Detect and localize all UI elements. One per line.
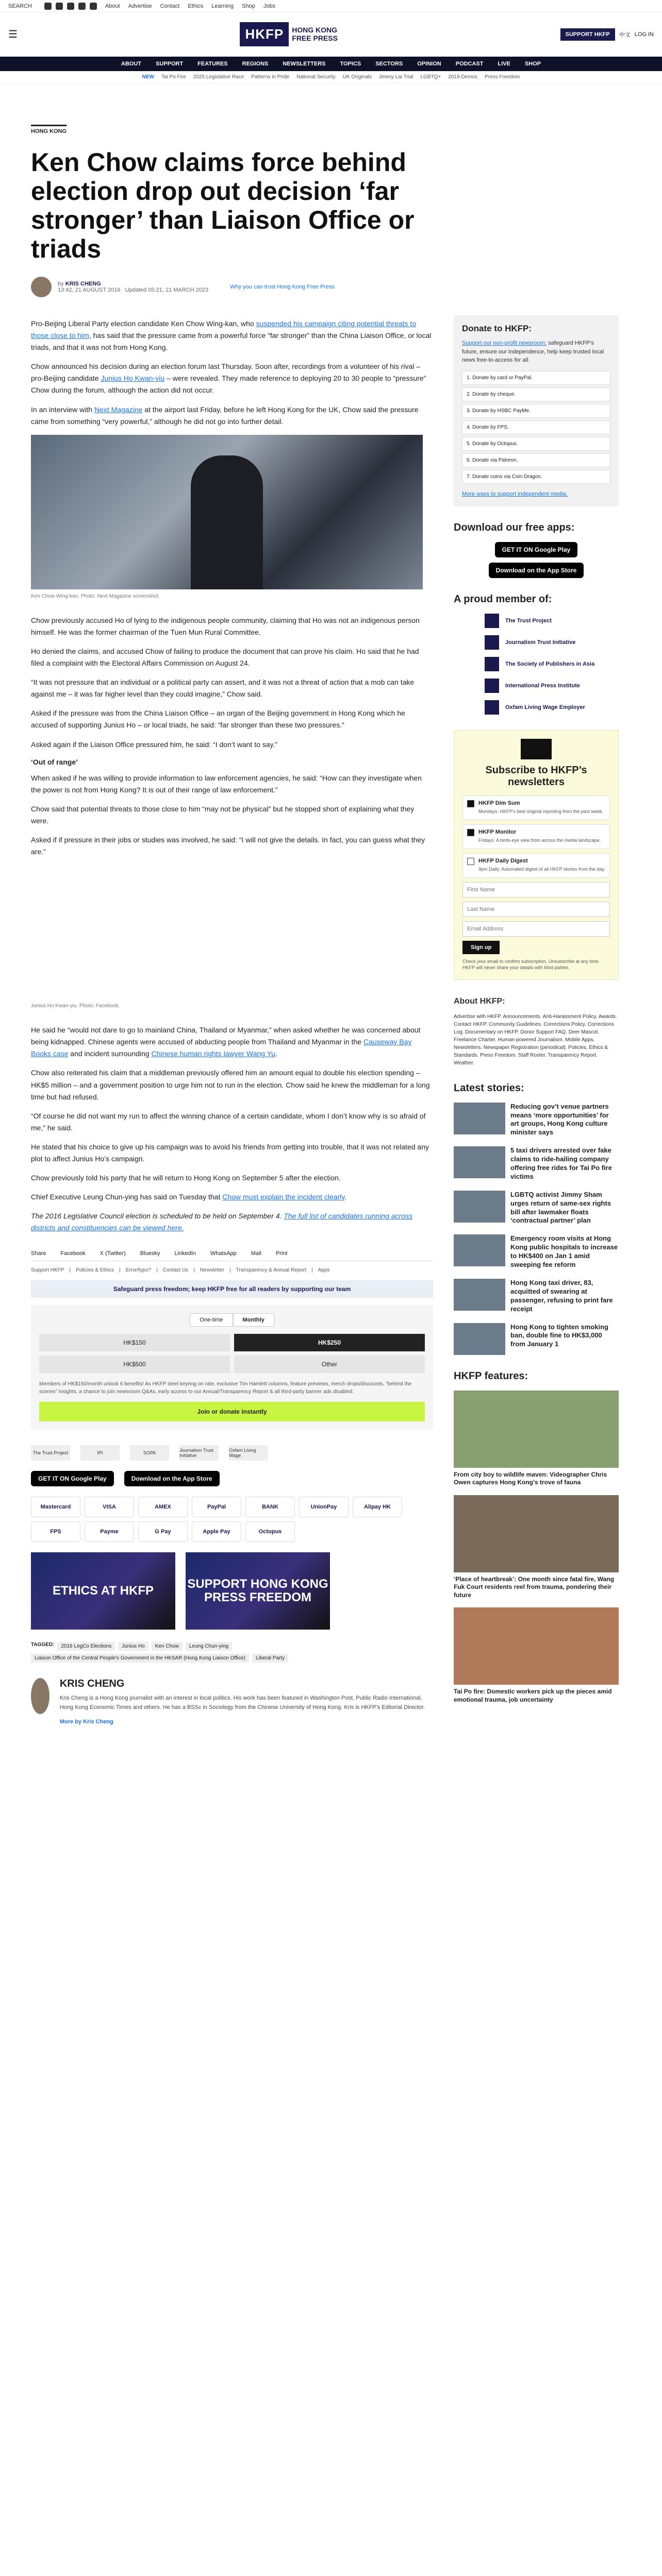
article-title: Ken Chow claims force behind election drop out decision ‘far stronger’ than Liaison Office or triads	[31, 148, 415, 263]
photo-caption: Ken Chow Wing-kan. Photo: Next Magazine screenshot.	[31, 593, 160, 599]
nav-live[interactable]: LIVE	[498, 61, 510, 67]
support-promo[interactable]: SUPPORT HONG KONG PRESS FREEDOM	[186, 1552, 330, 1630]
member-item[interactable]: International Press Institute	[485, 679, 619, 693]
last-name-input[interactable]	[462, 902, 610, 917]
member-item[interactable]: Oxfam Living Wage Employer	[485, 700, 619, 715]
support-button[interactable]: SUPPORT HKFP	[560, 28, 615, 41]
member-title: A proud member of:	[454, 593, 552, 605]
article-paragraph: Chief Executive Leung Chun-ying has said on Tuesday that Chow must explain the incident clearly.	[31, 1193, 347, 1201]
checkbox-checked[interactable]	[467, 829, 474, 836]
inline-link[interactable]: Junius Ho Kwan-yiu	[101, 374, 165, 383]
nav-support[interactable]: SUPPORT	[155, 61, 184, 67]
nav-opinion[interactable]: OPINION	[417, 61, 441, 67]
login-link[interactable]: LOG IN	[634, 31, 654, 38]
one-time-toggle[interactable]: One-time	[190, 1313, 233, 1327]
trending-nav	[0, 71, 662, 83]
article-paragraph: Pro-Beijing Liberal Party election candidate Ken Chow Wing-kan, who suspended his campaign citing potential threats to those close to him, has said that the pressure came from a powerful force “far stronger” than the China Liaison Office, or local triads, and that it was not from Hong Kong.	[31, 319, 432, 352]
feature-item[interactable]: Tai Po fire: Domestic workers pick up the pieces amid emotional trauma, job uncertainty	[454, 1607, 619, 1704]
unionpay-logo: UnionPay	[299, 1497, 349, 1517]
ipi-logo[interactable]: IPI	[80, 1445, 120, 1461]
new-label: NEW	[142, 74, 154, 80]
support-link[interactable]: Support our non-profit newsroom:	[462, 340, 547, 346]
app-store-button[interactable]: Download on the App Store	[124, 1471, 220, 1486]
article-paragraph: “It was not pressure that an individual or a political party can assert, and it was not a threat of action that a mob can take against me – it was far higher level than they could imagine,” Chow said.	[31, 678, 415, 699]
article-paragraph: “Of course he did not want my run to affect the winning chance of a certain candidate, whom I don’t know why is so afraid of me,” he said.	[31, 1111, 426, 1132]
author-box	[31, 1678, 433, 1725]
donate-option[interactable]: 4. Donate by FPS.	[462, 420, 610, 434]
octopus-logo: Octopus	[245, 1521, 295, 1542]
story-thumbnail	[454, 1103, 505, 1134]
newsletter-title: Subscribe to HKFP’s newsletters	[485, 764, 587, 788]
footer-link[interactable]: Policies & Ethics	[76, 1267, 114, 1274]
donate-banner[interactable]: Safeguard press freedom; keep HKFP free for all readers by supporting our team	[31, 1280, 433, 1298]
tag[interactable]: 2016 LegCo Elections	[57, 1642, 115, 1651]
share-mail[interactable]: Mail	[251, 1250, 261, 1257]
newsletter-widget	[454, 730, 619, 980]
inline-link[interactable]: The full list of candidates running across districts and constituencies can be viewed here.	[31, 1212, 413, 1232]
first-name-input[interactable]	[462, 882, 610, 897]
article-main	[31, 83, 433, 1736]
nav-newsletters[interactable]: NEWSLETTERS	[283, 61, 326, 67]
email-input[interactable]	[462, 921, 610, 937]
donate-option[interactable]: 1. Donate by card or PayPal.	[462, 371, 610, 385]
article-photo-ken-chow	[31, 435, 423, 589]
trending-item[interactable]: 2019 Demos	[448, 74, 477, 80]
tag[interactable]: Leung Chun-ying	[186, 1642, 232, 1651]
updated-date: Updated 05:21, 21 MARCH 2023	[125, 287, 209, 293]
story-item[interactable]: Reducing gov’t venue partners means ‘more opportunities’ for art groups, Hong Kong culture minister says	[454, 1103, 619, 1138]
payment-logos	[31, 1497, 433, 1542]
google-play-button[interactable]: GET IT ON Google Play	[31, 1471, 114, 1486]
topbar-advertise[interactable]: Advertise	[128, 3, 152, 9]
checkbox[interactable]	[467, 858, 474, 865]
inline-link[interactable]: Chinese human rights lawyer Wang Yu	[151, 1049, 275, 1058]
share-whatsapp[interactable]: WhatsApp	[210, 1250, 237, 1257]
article-paragraph: The 2016 Legislative Council election is scheduled to be held on September 4. The full list of candidates running across districts and constituencies can be viewed here.	[31, 1212, 413, 1232]
monthly-toggle[interactable]: Monthly	[233, 1313, 274, 1327]
newsletter-option[interactable]: HKFP Dim Sum Mondays: HKFP's best original reporting from the past week.	[462, 795, 610, 820]
article-paragraph: He said he “would not dare to go to mainland China, Thailand or Myanmar,” when asked whether he was concerned about being kidnapped. Chinese agents were accused of abducting people from Thailand and Myanmar in the Causeway Bay Books case and incident surrounding Chinese human rights lawyer Wang Yu.	[31, 1026, 421, 1058]
jti-logo[interactable]: Journalism Trust Initiative	[179, 1445, 219, 1461]
section-subheading: ‘Out of range’	[31, 757, 78, 766]
author-link[interactable]: KRIS CHENG	[65, 281, 101, 287]
article-footer-links: Support HKFP | Policies & Ethics | Error/typo? | Contact Us | Newsletter | Transparency & Annual Report | Apps	[31, 1267, 330, 1274]
member-item[interactable]: The Trust Project	[485, 614, 619, 628]
newsletter-fineprint: Check your email to confirm subscription. Unsubscribe at any time. HKFP will never share your details with third parties.	[462, 958, 600, 971]
oxfam-logo[interactable]: Oxfam Living Wage	[229, 1445, 268, 1461]
author-avatar[interactable]	[31, 1678, 49, 1714]
story-thumbnail	[454, 1234, 505, 1266]
donate-option[interactable]: 3. Donate by HSBC PayMe.	[462, 404, 610, 418]
tag[interactable]: Ken Chow	[152, 1642, 183, 1651]
donate-option[interactable]: 6. Donate via Patreon.	[462, 453, 610, 467]
bank-logo: BANK	[245, 1497, 295, 1517]
facebook-icon[interactable]	[44, 3, 52, 10]
share-print[interactable]: Print	[275, 1250, 288, 1257]
newsletter-option[interactable]: HKFP Daily Digest 9pm Daily: Automated digest of all HKFP stories from the day.	[462, 853, 610, 878]
feature-image	[454, 1495, 619, 1572]
feature-image	[454, 1391, 619, 1468]
site-header	[0, 12, 662, 57]
article-paragraph: Asked again if the Liaison Office pressured him, he said: “I don’t want to say.”	[31, 740, 278, 749]
topbar-contact[interactable]: Contact	[160, 3, 180, 9]
footer-link[interactable]: Support HKFP	[31, 1267, 64, 1274]
amex-logo: AMEX	[138, 1497, 188, 1517]
story-item[interactable]: Hong Kong taxi driver, 83, acquitted of swearing at passenger, refusing to print fare receipt	[454, 1279, 619, 1314]
member-item[interactable]: The Society of Publishers in Asia	[485, 657, 619, 671]
tag[interactable]: Junius Ho	[118, 1642, 148, 1651]
donate-option[interactable]: 7. Donate coins via Coin Dragon.	[462, 470, 610, 484]
tag[interactable]: Liberal Party	[252, 1654, 288, 1663]
top-bar	[0, 0, 662, 12]
article-paragraph: Asked if the pressure was from the China Liaison Office – an organ of the Beijing government in Hong Kong which he accused of supporting Junius Ho – or local triads, he said: “far stronger than these two pressures.”	[31, 709, 405, 730]
main-nav	[0, 57, 662, 71]
article-kicker[interactable]: HONG KONG	[31, 125, 67, 134]
inline-link[interactable]: suspended his campaign citing potential threats to those close to him	[31, 319, 417, 340]
trending-item[interactable]: National Security	[296, 74, 336, 80]
article-paragraph: When asked if he was willing to provide information to law enforcement agencies, he said: “How can they investigate when the power is not from Hong Kong? It is out of their range of law enforcement.”	[31, 773, 422, 794]
sidebar	[454, 83, 619, 1736]
trending-item[interactable]: Press Freedom	[485, 74, 520, 80]
donate-option[interactable]: 2. Donate by cheque.	[462, 387, 610, 401]
footer-link[interactable]: Newsletter	[200, 1267, 225, 1274]
more-by-author-link[interactable]: More by Kris Cheng	[59, 1718, 113, 1725]
article-paragraph: Chow said that potential threats to those close to him “may not be physical” but he stopped short of explaining what they were.	[31, 804, 415, 825]
story-item[interactable]: Hong Kong to tighten smoking ban, double fine to HK$3,000 from January 1	[454, 1323, 619, 1355]
paypal-logo: PayPal	[192, 1497, 241, 1517]
menu-icon[interactable]: ☰	[8, 29, 18, 40]
instagram-icon[interactable]	[67, 3, 74, 10]
donate-widget: Donate to HKFP: Support our non-profit newsroom: safeguard HKFP’s future, ensure our independence, help keep trusted local news free-to-access for all. 1. Donate by card or PayPal. 2. Donate by cheque. 3. Donate by HSBC PayMe. 4. Donate by FPS. 5. Donate by Octopus. 6. Donate via Patreon. 7. Donate coins via Coin Dragon. More ways to support independent media.	[454, 315, 619, 506]
share-x[interactable]: X (Twitter)	[100, 1250, 126, 1257]
nav-regions[interactable]: REGIONS	[242, 61, 269, 67]
donate-box	[31, 1305, 433, 1430]
language-link[interactable]: 中文	[619, 31, 631, 38]
trending-item[interactable]: LGBTQ+	[420, 74, 441, 80]
article-photo-junius-ho	[31, 865, 433, 999]
topbar-jobs[interactable]: Jobs	[263, 3, 276, 9]
nav-shop[interactable]: SHOP	[524, 61, 541, 67]
trending-item[interactable]: Patterns in Pride	[251, 74, 290, 80]
fps-logo: FPS	[31, 1521, 80, 1542]
about-links[interactable]: Advertise with HKFP. Announcements. Anti-Harassment Policy. Awards. Contact HKFP. Community Guidelines. Corrections Policy. Corrections Log. Documentary on HKFP. Donor Support FAQ. Deer Mascot. Freelance Charter. Human-powered Journalism. Mobile Apps. Newsletters. Newspaper Registration (periodical). Policies, Ethics & Standards. Press Freedom. Staff Roster. Transparency Report. Weather.	[454, 1013, 617, 1066]
article-paragraph: Chow previously told his party that he will return to Hong Kong on September 5 after the election.	[31, 1174, 341, 1182]
about-title: About HKFP:	[454, 996, 505, 1006]
x-icon[interactable]	[56, 3, 63, 10]
search-link[interactable]: SEARCH	[8, 3, 32, 9]
google-play-button[interactable]: GET IT ON Google Play	[495, 542, 578, 557]
trending-item[interactable]: Tai Po Fire	[161, 74, 186, 80]
mastercard-logo: Mastercard	[31, 1497, 80, 1517]
more-ways-link[interactable]: More ways to support independent media.	[462, 490, 568, 497]
author-avatar[interactable]	[31, 277, 52, 297]
share-linkedin[interactable]: LinkedIn	[174, 1250, 196, 1257]
features-title: HKFP features:	[454, 1370, 528, 1382]
footer-link[interactable]: Error/typo?	[125, 1267, 152, 1274]
feature-image	[454, 1607, 619, 1685]
youtube-icon[interactable]	[78, 3, 86, 10]
applepay-logo: Apple Pay	[192, 1521, 241, 1542]
inline-link[interactable]: Causeway Bay Books case	[31, 1038, 412, 1058]
envelope-icon	[521, 739, 552, 759]
app-store-button[interactable]: Download on the App Store	[489, 563, 584, 578]
member-item[interactable]: Journalism Trust Initiative	[485, 635, 619, 650]
footer-link[interactable]: Contact Us	[162, 1267, 189, 1274]
article-paragraph: Chow previously accused Ho of lying to the indigenous people community, claiming that Ho was not an indigenous person himself. He was the former chairman of the Tuen Mun Rural Committee.	[31, 616, 420, 636]
latest-title: Latest stories:	[454, 1082, 524, 1094]
trending-item[interactable]: 2025 Legislative Race	[193, 74, 244, 80]
nav-sectors[interactable]: SECTORS	[375, 61, 403, 67]
nav-features[interactable]: FEATURES	[197, 61, 228, 67]
donate-option[interactable]: 5. Donate by Octopus.	[462, 437, 610, 451]
trust-project-logo[interactable]: The Trust Project	[31, 1445, 70, 1461]
publish-date: 13:42, 21 AUGUST 2016	[58, 287, 121, 293]
amount-option[interactable]: HK$500	[39, 1355, 230, 1373]
story-item[interactable]: 5 taxi drivers arrested over fake claims to ride-hailing company offering free rides for Tai Po fire victims	[454, 1146, 619, 1181]
promo-banners	[31, 1552, 433, 1630]
gpay-logo: G Pay	[138, 1521, 188, 1542]
checkbox-checked[interactable]	[467, 800, 474, 807]
footer-link[interactable]: Apps	[318, 1267, 330, 1274]
story-item[interactable]: LGBTQ activist Jimmy Sham urges return of same-sex rights bill after lawmaker floats ‘contractual partner’ plan	[454, 1191, 619, 1226]
topbar-learning[interactable]: Learning	[211, 3, 234, 9]
amount-option-selected[interactable]: HK$250	[234, 1334, 425, 1351]
social-icons	[44, 3, 97, 10]
nav-topics[interactable]: TOPICS	[340, 61, 361, 67]
join-button[interactable]: Join or donate instantly	[39, 1402, 425, 1421]
amount-option[interactable]: Other	[234, 1355, 425, 1373]
photo-caption: Junius Ho Kwan-yiu. Photo: Facebook.	[31, 1003, 120, 1009]
topbar-about[interactable]: About	[105, 3, 120, 9]
article-tags: TAGGED: 2016 LegCo Elections Junius Ho Ken Chow Leung Chun-ying Liaison Office of the Central People's Government in the HKSAR (Hong Kong Liaison Office) Liberal Party	[31, 1642, 433, 1663]
trust-link[interactable]: Why you can trust Hong Kong Free Press	[230, 284, 335, 290]
nav-podcast[interactable]: PODCAST	[455, 61, 484, 67]
article-paragraph: He stated that his choice to give up his campaign was to avoid his friends from getting into trouble, that it was not related any plot to affect Junius Ho’s campaign.	[31, 1142, 429, 1163]
article-paragraph: Chow announced his decision during an election forum last Thursday. Soon after, recordings from a volunteer of his rival – pro-Beijing candidate Junius Ho Kwan-yiu – were revealed. They made reference to deploying 20 to 30 people to “pressure” Chow during the forum, although the action did not occur.	[31, 362, 426, 395]
inline-link[interactable]: Chow must explain the incident clearly	[222, 1193, 345, 1201]
ethics-promo[interactable]: ETHICS AT HKFP	[31, 1552, 175, 1630]
latest-stories	[454, 1103, 619, 1355]
share-bluesky[interactable]: Bluesky	[140, 1250, 160, 1257]
alipay-logo: Alipay HK	[353, 1497, 402, 1517]
membership-note: Members of HK$150/month unlock 6 benefits! As HKFP steel keyring on rate, exclusive Tim Hamlett columns, feature previews, merch drops/discounts, “behind the scenes” insights, a chance to join newsroom Q&As, early access to our Annual/Transparency Report & all third-party banner ads disabled.	[39, 1381, 412, 1395]
byline: by KRIS CHENG 13:42, 21 AUGUST 2016 Updated 05:21, 21 MARCH 2023 Why you can trust Hong Kong Free Press	[31, 277, 433, 297]
linkedin-icon[interactable]	[90, 3, 97, 10]
trending-item[interactable]: Jimmy Lai Trial	[378, 74, 413, 80]
signup-button[interactable]: Sign up	[462, 941, 500, 954]
donate-title: Donate to HKFP:	[462, 324, 532, 333]
story-item[interactable]: Emergency room visits at Hong Kong public hospitals to increase to HK$400 on Jan 1 amid sweeping fee reform	[454, 1234, 619, 1269]
feature-item[interactable]: ‘Place of heartbreak’: One month since fatal fire, Wang Fuk Court residents reel from trauma, pondering their future	[454, 1495, 619, 1600]
apps-title: Download our free apps:	[454, 521, 575, 533]
site-logo[interactable]: HKFP HONG KONG FREE PRESS	[240, 22, 337, 46]
nav-about[interactable]: ABOUT	[121, 61, 141, 67]
inline-link[interactable]: Next Magazine	[94, 405, 143, 414]
trending-item[interactable]: UK Originals	[342, 74, 372, 80]
author-name[interactable]: KRIS CHENG	[59, 1678, 125, 1690]
share-bar	[31, 1246, 433, 1261]
topbar-shop[interactable]: Shop	[242, 3, 255, 9]
share-facebook[interactable]: Facebook	[60, 1250, 86, 1257]
payme-logo: Payme	[85, 1521, 134, 1542]
article-paragraph: In an interview with Next Magazine at the airport last Friday, before he left Hong Kong for the UK, Chow said the pressure came from something “very powerful,” although he did not go into further detail.	[31, 405, 419, 426]
about-widget	[454, 995, 619, 1067]
story-thumbnail	[454, 1279, 505, 1311]
tag[interactable]: Liaison Office of the Central People's Government in the HKSAR (Hong Kong Liaison Office)	[31, 1654, 249, 1663]
footer-link[interactable]: Transparency & Annual Report	[236, 1267, 307, 1274]
article-paragraph: Asked if if pressure in their jobs or studies was involved, he said: “I will not give the details. In fact, you can guess what they are.”	[31, 835, 425, 856]
topbar-ethics[interactable]: Ethics	[188, 3, 204, 9]
article-paragraph: Chow also reiterated his claim that a middleman previously offered him an amount equal to double his election spending – HK$5 million – and a government position to urge him not to run in the election. Chow said he knew the middleman for a long time but had refused.	[31, 1069, 430, 1101]
article-paragraph: Ho denied the claims, and accused Chow of failing to produce the document that can prove his claim. Ho said that he had filed a complaint with the Electoral Affairs Commission on August 24.	[31, 647, 419, 668]
author-bio: Kris Cheng is a Hong Kong journalist with an interest in local politics. His work has been featured in Washington Post, Public Radio International, Hong Kong Economic Times and others. He has a BSSc in Sociology from the Chinese University of Hong Kong. Kris is HKFP's Editorial Director.	[59, 1695, 425, 1711]
story-thumbnail	[454, 1323, 505, 1355]
membership-badges	[31, 1445, 433, 1461]
visa-logo: VISA	[85, 1497, 134, 1517]
feature-item[interactable]: From city boy to wildlife maven: Videographer Chris Owen captures Hong Kong’s trove of fauna	[454, 1391, 619, 1487]
story-thumbnail	[454, 1146, 505, 1178]
sopa-logo[interactable]: SOPA	[130, 1445, 169, 1461]
share-label: Share	[31, 1250, 46, 1257]
amount-option[interactable]: HK$150	[39, 1334, 230, 1351]
newsletter-option[interactable]: HKFP Monitor Fridays: A birds-eye view from across the media landscape.	[462, 824, 610, 849]
story-thumbnail	[454, 1191, 505, 1223]
